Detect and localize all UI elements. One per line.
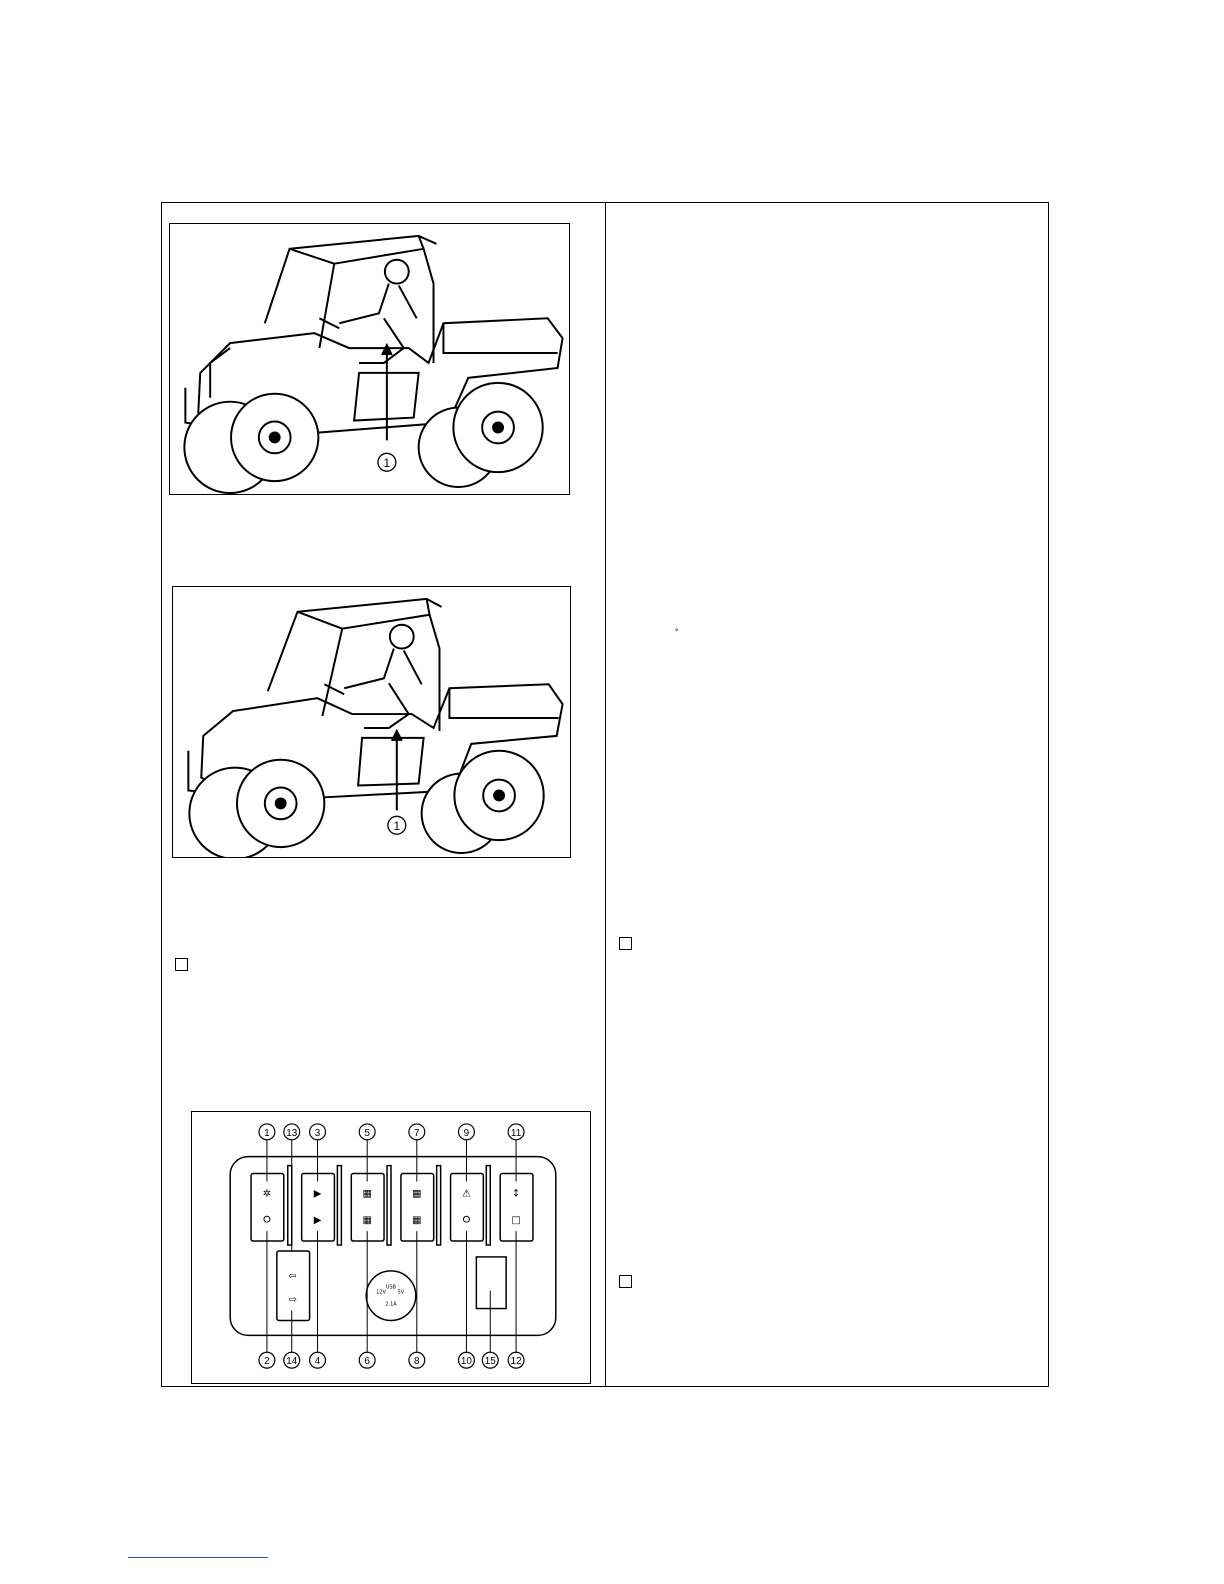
callout-top-7: 11 [510,1127,522,1139]
callout-top-6: 9 [463,1127,470,1139]
callout-1-label: 1 [383,456,391,471]
outlet-label-12v: 12V [376,1289,386,1296]
callout-bottom-1: 2 [264,1356,270,1368]
svg-text:✲: ✲ [262,1188,272,1200]
callout-top-3: 3 [314,1127,321,1139]
callout-top-2: 13 [286,1127,298,1139]
callout-bottom-2: 14 [286,1356,298,1368]
callout-bottom-4: 6 [364,1356,370,1368]
svg-text:↕: ↕ [511,1188,521,1200]
svg-text:□: □ [511,1215,521,1227]
callout-bottom-5: 8 [414,1356,420,1368]
callout-top-4: 5 [364,1127,370,1139]
callout-bottom-7: 15 [484,1356,496,1368]
svg-text:▶: ▶ [313,1215,322,1227]
switch-panel-figure [191,1111,591,1384]
svg-text:⇦: ⇦ [288,1270,297,1282]
checkbox-icon[interactable] [175,958,188,971]
svg-text:▦: ▦ [412,1188,422,1200]
svg-text:▶: ▶ [313,1188,322,1200]
outlet-label-usb: USB [385,1284,397,1291]
degree-symbol: ° [675,627,679,637]
callout-bottom-6: 10 [460,1356,472,1368]
outlet-label-amps: 2.1A [385,1301,397,1308]
checkbox-icon[interactable] [619,937,632,950]
callout-bottom-3: 4 [314,1356,321,1368]
callout-1-label: 1 [393,819,401,834]
svg-text:⚠: ⚠ [461,1188,471,1200]
callout-top-1: 1 [264,1127,270,1139]
vehicle-figure-bottom [172,586,571,858]
callout-top-5: 7 [414,1127,420,1139]
switch-panel-illustration [192,1112,590,1383]
vehicle-illustration-bottom [173,587,570,857]
svg-text:⇨: ⇨ [288,1294,297,1306]
svg-text:▦: ▦ [362,1215,372,1227]
outlet-label-5v: 5V [397,1289,405,1296]
checkbox-icon[interactable] [619,1275,632,1288]
callout-bottom-8: 12 [510,1356,522,1368]
svg-text:▦: ▦ [362,1188,372,1200]
vehicle-illustration-top [170,224,569,494]
column-divider [605,202,606,1387]
footer-link[interactable] [128,1557,268,1558]
svg-text:▦: ▦ [412,1215,422,1227]
vehicle-figure-top [169,223,570,495]
